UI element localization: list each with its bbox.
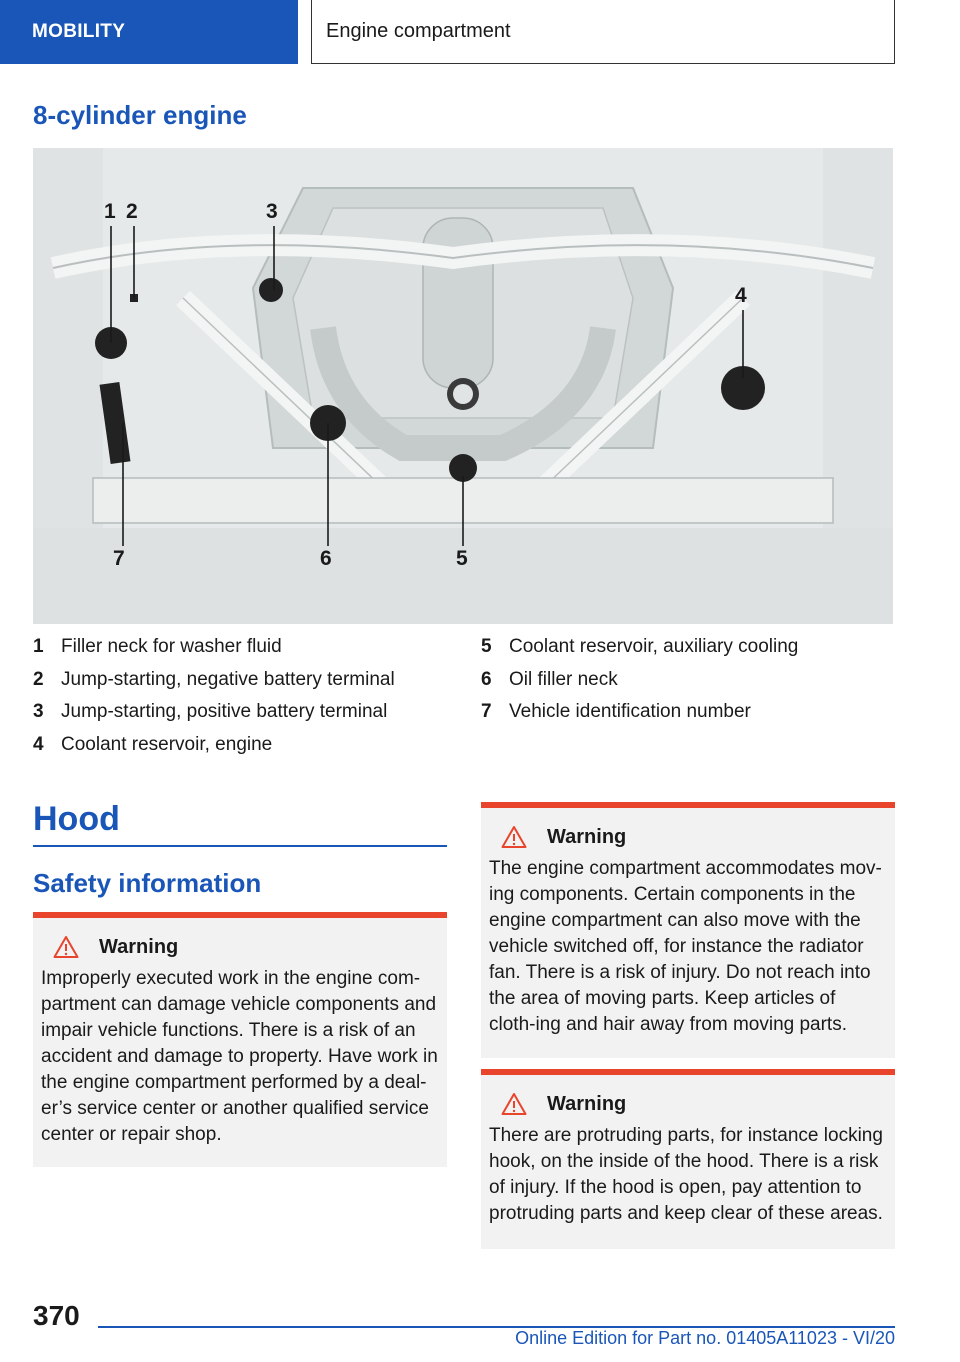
legend-text: Vehicle identification number	[509, 701, 751, 722]
warning-triangle-icon	[501, 825, 527, 849]
legend-number: 6	[481, 668, 492, 690]
warning-label: Warning	[99, 936, 179, 958]
safety-information-heading: Safety information	[33, 868, 262, 898]
warning-text: There are protruding parts, for instance locking hook, on the inside of the hood. There is a risk of injury. If the hood is open, pay attention to protruding parts and keep clear of these areas.	[489, 1125, 883, 1224]
legend-item	[33, 636, 453, 669]
legend-text: Coolant reservoir, engine	[61, 733, 273, 755]
legend-text: Filler neck for washer fluid	[61, 636, 282, 657]
legend-number: 4	[33, 733, 44, 755]
callout-6: 6	[320, 547, 332, 570]
legend-text: Coolant reservoir, auxiliary cooling	[509, 636, 799, 657]
header-section-label: MOBILITY	[0, 0, 298, 64]
legend-item	[33, 701, 453, 734]
legend-text: Jump-starting, negative battery terminal	[61, 668, 395, 690]
callout-2: 2	[126, 200, 138, 223]
callout-7: 7	[113, 547, 125, 570]
legend-item	[481, 701, 901, 734]
warning-header	[489, 824, 887, 850]
warning-box-protruding-parts	[481, 1069, 895, 1249]
page-number: 370	[33, 1300, 80, 1331]
warning-box-work-performed	[33, 912, 447, 1167]
warning-header	[41, 934, 439, 960]
figure-legend-right	[481, 636, 901, 734]
legend-number: 3	[33, 701, 44, 722]
callout-3: 3	[266, 200, 278, 223]
figure-title: 8-cylinder engine	[33, 100, 247, 130]
warning-header	[489, 1091, 887, 1117]
warning-label: Warning	[547, 826, 627, 848]
legend-item	[481, 669, 901, 702]
warning-triangle-icon	[53, 935, 79, 959]
legend-item	[481, 636, 901, 669]
callout-5: 5	[456, 547, 468, 570]
callout-4: 4	[735, 284, 747, 307]
callout-1: 1	[104, 200, 116, 223]
warning-text: Improperly executed work in the engine com‐partment can damage vehicle components and impair vehicle functions. There is a risk of an accident and damage to property. Have work in the engine compartment performed by a deal‐er’s service center or another qualified service center or repair shop.	[41, 968, 438, 1145]
engine-compartment-figure	[33, 148, 893, 624]
legend-number: 2	[33, 668, 44, 690]
warning-label: Warning	[547, 1093, 627, 1115]
legend-item	[33, 669, 453, 702]
footer-edition-text: Online Edition for Part no. 01405A11023 - VI/20	[515, 1328, 895, 1348]
hood-heading-rule	[33, 845, 447, 847]
figure-legend-left	[33, 636, 453, 766]
legend-item	[33, 734, 453, 767]
warning-box-moving-components	[481, 802, 895, 1058]
header-topic-label: Engine compartment	[311, 0, 895, 64]
legend-number: 7	[481, 701, 492, 722]
warning-text: The engine compartment accommodates mov‐ing components. Certain components in the engine compartment can also move with the vehicle switched off, for instance the radiator fan. There is a risk of injury. Do not reach into the area of moving parts. Keep articles of cloth‐ing and hair away from moving parts.	[489, 858, 882, 1035]
legend-number: 1	[33, 636, 44, 657]
legend-text: Oil filler neck	[509, 668, 618, 690]
hood-heading: Hood	[33, 800, 120, 838]
legend-text: Jump-starting, positive battery terminal	[61, 701, 388, 722]
warning-triangle-icon	[501, 1092, 527, 1116]
legend-number: 5	[481, 636, 492, 657]
